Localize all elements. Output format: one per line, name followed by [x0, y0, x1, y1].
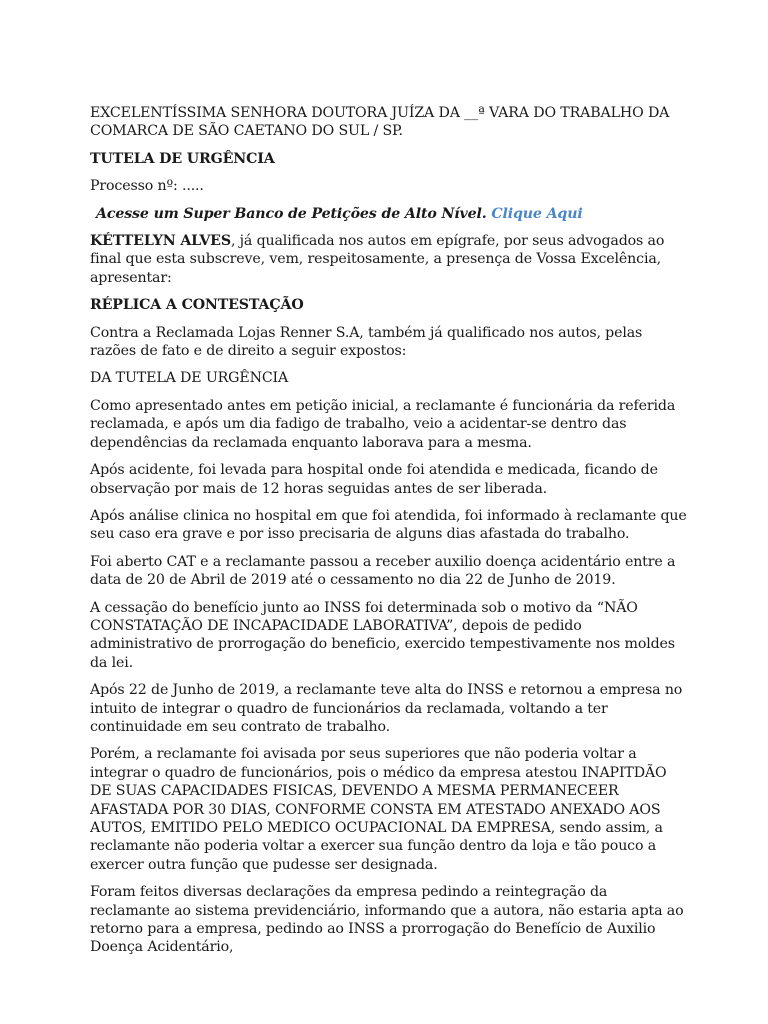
body-paragraph: Foram feitos diversas declarações da empresa pedindo a reintegração da reclamante ao sistema previdenciário, informando que a autora, não estaria apta ao retorno para a empresa, pedindo ao INSS a prorrogação do Benefício de Auxilio Doença Acidentário,	[90, 884, 684, 956]
intro-paragraph	[90, 232, 688, 287]
body-paragraph: Foi aberto CAT e a reclamante passou a receber auxilio doença acidentário entre a data de 20 de Abril de 2019 até o cessamento no dia 22 de Junho de 2019.	[90, 553, 676, 589]
body-paragraph: Após acidente, foi levada para hospital onde foi atendida e medicada, ficando de observação por mais de 12 horas seguidas antes de ser liberada.	[90, 462, 658, 497]
body-paragraph: Após análise clinica no hospital em que foi atendida, foi informado à reclamante que seu caso era grave e por isso precisaria de alguns dias afastada do trabalho.	[90, 507, 687, 543]
promo-text: Acesse um Super Banco de Petições de Alto Nível.	[96, 205, 487, 222]
court-header: EXCELENTÍSSIMA SENHORA DOUTORA JUÍZA DA __ª VARA DO TRABALHO DA COMARCA DE SÃO CAETANO DO SUL / SP.	[90, 105, 670, 140]
body-paragraph: A cessação do benefício junto ao INSS foi determinada sob o motivo da “NÃO CONSTATAÇÃO DE INCAPACIDADE LABORATIVA”, depois de pedido administrativo de prorrogação do beneficio, exercido tempestivamente nos moldes da lei.	[90, 599, 675, 671]
tutela-title: TUTELA DE URGÊNCIA	[90, 150, 275, 167]
body-paragraph: Porém, a reclamante foi avisada por seus superiores que não poderia voltar a integrar o quadro de funcionários, pois o médico da empresa atestou INAPITDÃO DE SUAS CAPACIDADES FISICAS, DEVENDO A MESMA PERMANECEER AFASTADA POR 30 DIAS, CONFORME CONSTA EM ATESTADO ANEXADO AOS AUTOS, EMITIDO PELO MEDICO OCUPACIONAL DA EMPRESA, sendo assim, a reclamante não poderia voltar a exercer sua função dentro da loja e tão pouco a exercer outra função que pudesse ser designada.	[90, 746, 667, 873]
intro-text: , já qualificada nos autos em epígrafe, por seus advogados ao final que esta subscreve, vem, respeitosamente, a presença de Vossa Excelência, apresentar:	[90, 233, 665, 286]
section-tutela-heading: DA TUTELA DE URGÊNCIA	[90, 370, 289, 387]
replica-title: RÉPLICA A CONTESTAÇÃO	[90, 297, 304, 314]
processo-number: Processo nº: .....	[90, 178, 204, 195]
body-paragraph: Após 22 de Junho de 2019, a reclamante teve alta do INSS e retornou a empresa no intuito de integrar o quadro de funcionários da reclamada, voltando a ter continuidade em seu contrato de trabalho.	[90, 682, 683, 735]
client-name: KÉTTELYN ALVES	[90, 233, 231, 250]
contra-paragraph: Contra a Reclamada Lojas Renner S.A, também já qualificado nos autos, pelas razões de fato e de direito a seguir expostos:	[90, 324, 643, 360]
clique-aqui-link[interactable]: Clique Aqui	[491, 205, 583, 222]
body-paragraph: Como apresentado antes em petição inicial, a reclamante é funcionária da referida reclamada, e após um dia fadigo de trabalho, veio a acidentar-se dentro das dependências da reclamada enquanto laborava para a mesma.	[90, 397, 676, 451]
promo-line	[96, 205, 688, 223]
